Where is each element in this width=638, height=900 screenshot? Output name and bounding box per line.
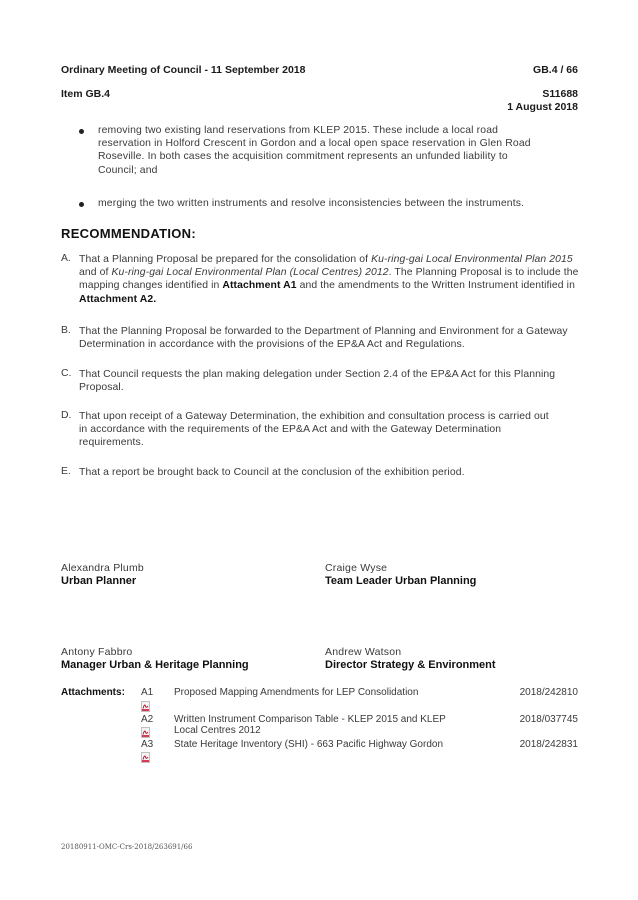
page-reference: GB.4 / 66 — [533, 64, 578, 76]
bullet-line: Council; and — [98, 164, 158, 176]
attachment-ref: 2018/242831 — [519, 739, 578, 750]
signatory-block — [325, 562, 476, 587]
recommendation-letter: A. — [61, 253, 71, 264]
recommendation-item-a — [79, 253, 579, 306]
signatory-block — [61, 646, 249, 671]
recommendation-letter: D. — [61, 410, 72, 421]
text-run: and the amendments to the Written Instrument identified in — [296, 280, 575, 292]
attachment-ref: 2018/242810 — [519, 687, 578, 698]
signatory-title: Team Leader Urban Planning — [325, 575, 477, 587]
plan-title-klep-2015: Ku-ring-gai Local Environmental Plan 2015 — [371, 254, 573, 265]
recommendation-heading: RECOMMENDATION: — [61, 226, 196, 241]
bullet-line: Roseville. In both cases the acquisition commitment represents an unfunded liability to — [98, 151, 508, 163]
attachment-title-line: Local Centres 2012 — [174, 725, 261, 736]
plan-title-local-centres: Ku-ring-gai Local Environmental Plan (Local Centres) 2012 — [111, 267, 389, 279]
recommendation-letter: C. — [61, 368, 72, 379]
pdf-file-icon[interactable] — [141, 701, 150, 712]
file-number: S11688 — [542, 88, 578, 100]
attachment-ref: 2018/037745 — [519, 714, 578, 725]
signatory-block — [325, 646, 496, 671]
bullet-line: removing two existing land reservations from KLEP 2015. These include a local road — [98, 125, 499, 136]
attachment-code: A1 — [141, 687, 154, 698]
bullet-line: merging the two written instruments and resolve inconsistencies between the instruments. — [98, 198, 525, 209]
attachment-title[interactable]: Proposed Mapping Amendments for LEP Consolidation — [174, 687, 419, 698]
attachment-code: A2 — [141, 714, 154, 725]
bullet-item-land-reservations — [98, 124, 588, 177]
text-run: That a Planning Proposal be prepared for the consolidation of — [79, 254, 372, 265]
recommendation-letter: E. — [61, 466, 71, 477]
item-number: Item GB.4 — [61, 88, 111, 100]
bullet-line: reservation in Holford Crescent in Gordon and a local open space reservation in Glen Road — [98, 138, 531, 150]
signatory-name: Antony Fabbro — [61, 646, 133, 658]
attachments-label: Attachments: — [61, 687, 125, 698]
bullet-item-merging — [98, 197, 588, 210]
attachment-a2-reference: Attachment A2. — [79, 293, 157, 305]
document-id-footer: 20180911-OMC-Crs-2018/263691/66 — [61, 843, 193, 851]
text-run: . The Planning Proposal is to include the mapping changes identified in — [79, 267, 579, 292]
signatory-name: Andrew Watson — [325, 646, 402, 658]
bullet-dot — [79, 202, 84, 207]
attachment-title[interactable]: State Heritage Inventory (SHI) - 663 Pacific Highway Gordon — [174, 739, 444, 750]
attachment-title-line: Written Instrument Comparison Table - KLEP 2015 and KLEP — [174, 714, 446, 725]
bullet-dot — [79, 129, 84, 134]
pdf-file-icon[interactable] — [141, 727, 150, 738]
signatory-name: Craige Wyse — [325, 562, 388, 574]
recommendation-letter: B. — [61, 325, 71, 336]
signatory-block — [61, 562, 144, 587]
recommendation-item-e: That a report be brought back to Council at the conclusion of the exhibition period. — [79, 467, 465, 478]
attachment-a1-reference: Attachment A1 — [222, 280, 297, 292]
recommendation-item-b: That the Planning Proposal be forwarded to the Department of Planning and Environment for a Gateway Determination in accordance with the provisions of the EP&A Act and Regulations. — [79, 326, 568, 351]
recommendation-item-c: That Council requests the plan making delegation under Section 2.4 of the EP&A Act for this Planning Proposal. — [79, 369, 556, 394]
report-date: 1 August 2018 — [507, 101, 578, 113]
signatory-title: Director Strategy & Environment — [325, 659, 496, 671]
pdf-file-icon[interactable] — [141, 752, 150, 763]
text-run: and of — [79, 267, 112, 279]
signatory-title: Manager Urban & Heritage Planning — [61, 659, 249, 671]
meeting-title: Ordinary Meeting of Council - 11 September 2018 — [61, 64, 306, 76]
attachment-title[interactable] — [174, 714, 504, 736]
signatory-name: Alexandra Plumb — [61, 562, 144, 574]
signatory-title: Urban Planner — [61, 575, 137, 587]
recommendation-item-d: That upon receipt of a Gateway Determination, the exhibition and consultation process is carried out in accordance with the requirements of the EP&A Act and with the Gateway Determination requirements. — [79, 411, 549, 449]
attachment-code: A3 — [141, 739, 154, 750]
